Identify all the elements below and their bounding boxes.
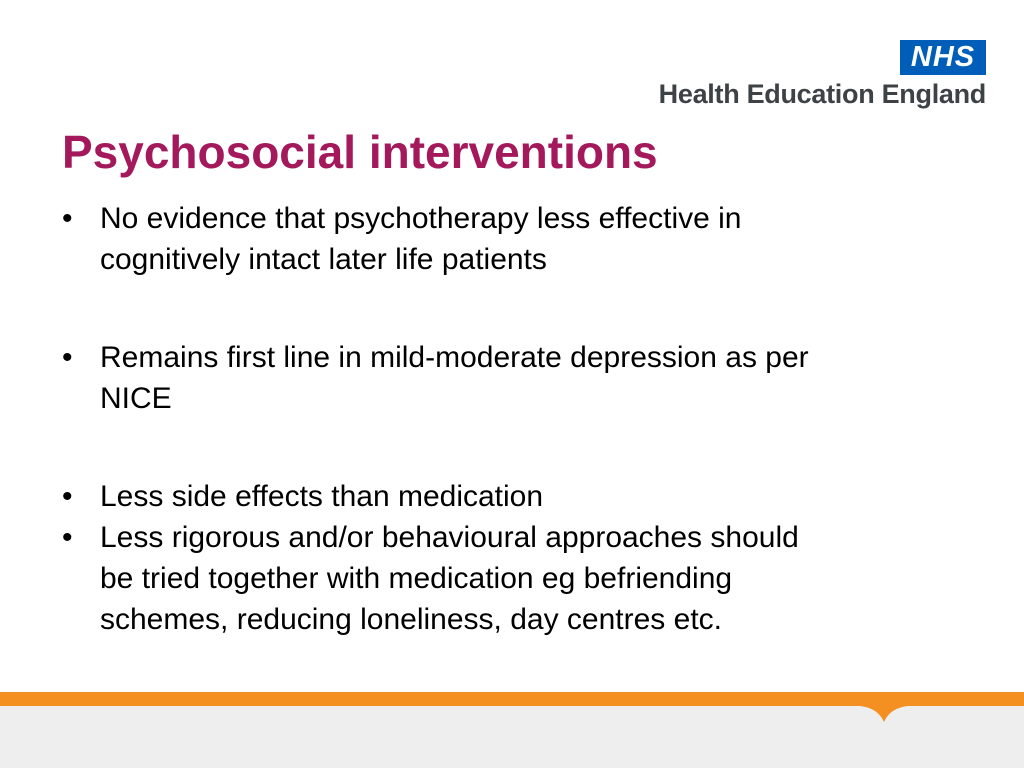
bullet-point-icon: • [62,341,73,374]
bullet-point-icon: • [62,202,73,235]
slide-title: Psychosocial interventions [62,126,658,178]
bullet-text-line: No evidence that psychotherapy less effective in [100,202,742,235]
bullet-text-line: Less side effects than medication [100,480,544,513]
bullet-text-line: Less rigorous and/or behavioural approaches should [100,521,799,554]
bullet-list [62,198,962,640]
bullet-text-line: Remains first line in mild-moderate depression as per [100,341,809,374]
bullet-item [62,517,962,640]
bullet-item [62,198,962,280]
organisation-name: Health Education England [658,79,986,109]
bullet-item [62,476,962,517]
bullet-text-line: be tried together with medication eg befriending [100,562,733,595]
bullet-text-line: schemes, reducing loneliness, day centres etc. [100,603,722,636]
footer-decoration [0,692,1024,768]
footer-grey-panel [0,706,1024,768]
bullet-point-icon: • [62,521,73,554]
bullet-text-line: NICE [100,382,172,415]
bullet-point-icon: • [62,480,73,513]
footer-band-graphic [0,692,1024,768]
bullet-item [62,337,962,419]
nhs-logo-badge: NHS [900,40,986,75]
nhs-hee-logo [636,40,986,112]
bullet-text-line: cognitively intact later life patients [100,243,547,276]
